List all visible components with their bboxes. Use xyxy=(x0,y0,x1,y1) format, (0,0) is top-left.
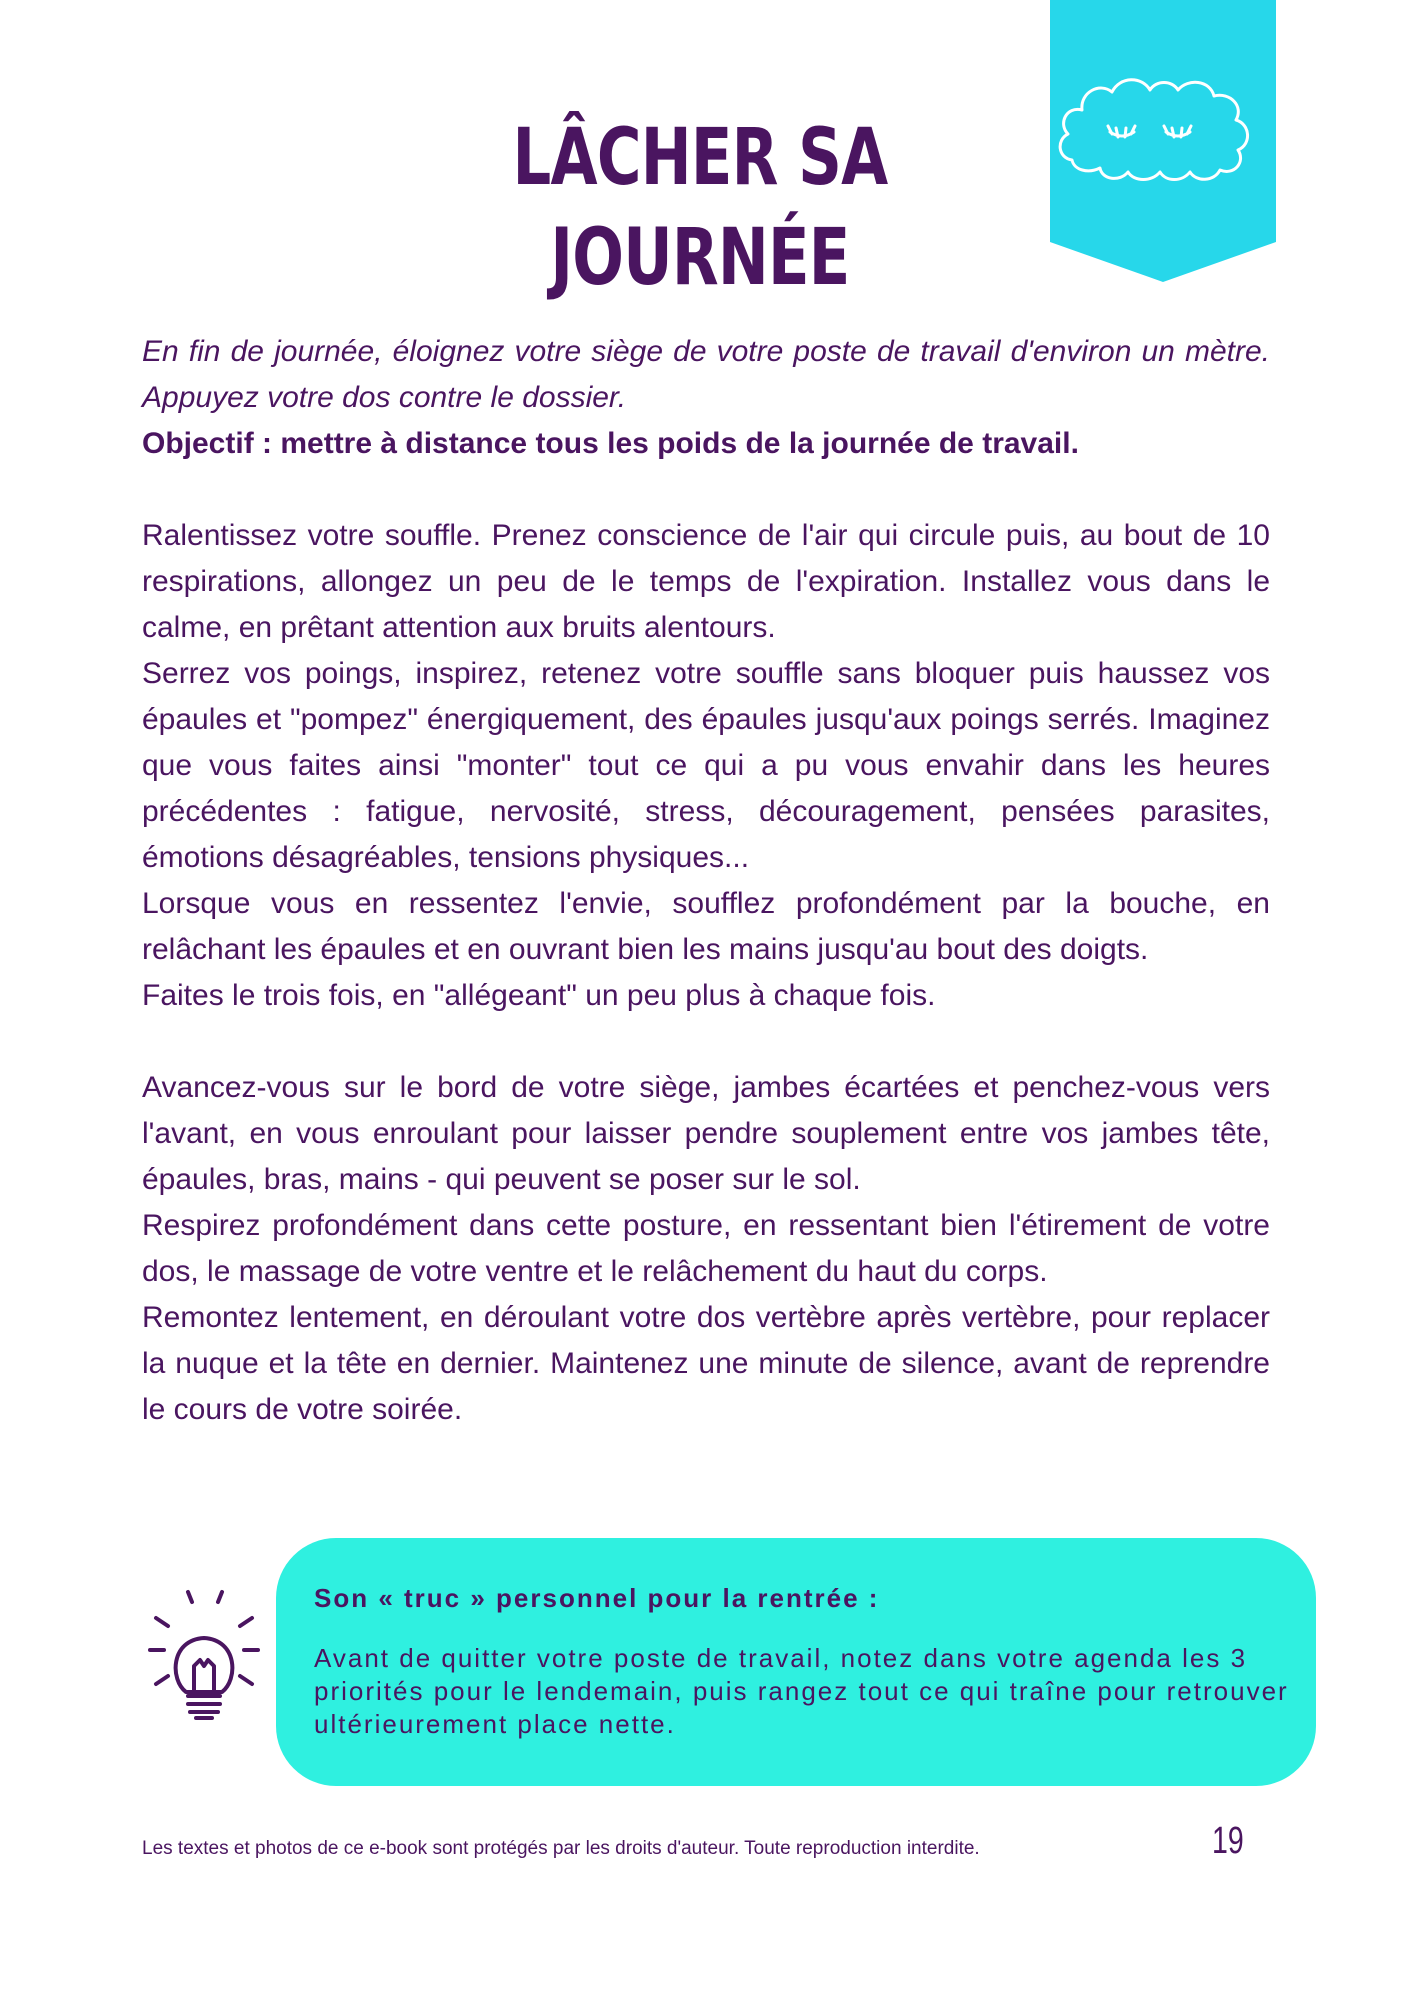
exhale-paragraph: Lorsque vous en ressentez l'envie, soufflez profondément par la bouche, en relâchant les épaules et en ouvrant bien les mains jusqu'au bout des doigts. xyxy=(142,887,1270,966)
body-text xyxy=(142,329,1270,1433)
page-title: LÂCHER SA JOURNÉE xyxy=(512,113,888,303)
paragraph-spacer xyxy=(142,467,1270,513)
tip-box xyxy=(276,1538,1316,1786)
copyright-notice: Les textes et photos de ce e-book sont protégés par les droits d'auteur. Toute reproduction interdite. xyxy=(142,1838,980,1859)
repeat-paragraph: Faites le trois fois, en "allégeant" un peu plus à chaque fois. xyxy=(142,979,936,1012)
paragraph-spacer xyxy=(142,1019,1270,1065)
lean-forward-paragraph: Avancez-vous sur le bord de votre siège, jambes écartées et penchez-vous vers l'avant, en vous enroulant pour laisser pendre souplement entre vos jambes tête, épaules, bras, mains - qui peuvent se poser sur le sol. xyxy=(142,1071,1270,1196)
objective-line: Objectif : mettre à distance tous les poids de la journée de travail. xyxy=(142,427,1079,460)
intro-paragraph: En fin de journée, éloignez votre siège de votre poste de travail d'environ un mètre. Appuyez votre dos contre le dossier. xyxy=(142,335,1270,414)
title-banner xyxy=(1050,0,1276,282)
tip-title: Son « truc » personnel pour la rentrée : xyxy=(314,1583,880,1613)
page-number: 19 xyxy=(1212,1820,1244,1862)
roll-up-paragraph: Remontez lentement, en déroulant votre dos vertèbre après vertèbre, pour replacer la nuque et la tête en dernier. Maintenez une minute de silence, avant de reprendre le cours de votre soirée. xyxy=(142,1301,1270,1426)
fists-paragraph: Serrez vos poings, inspirez, retenez votre souffle sans bloquer puis haussez vos épaules et "pompez" énergiquement, des épaules jusqu'aux poings serrés. Imaginez que vous faites ainsi "monter" tout ce qui a pu vous envahir dans les heures précédentes : fatigue, nervosité, stress, découragement, pensées parasites, émotions désagréables, tensions physiques... xyxy=(142,657,1270,874)
tip-text: Avant de quitter votre poste de travail, notez dans votre agenda les 3 priorités pour le lendemain, puis rangez tout ce qui traîne pour retrouver ultérieurement place nette. xyxy=(314,1643,1289,1739)
lightbulb-icon xyxy=(140,1586,260,1726)
posture-breathing-paragraph: Respirez profondément dans cette posture, en ressentant bien l'étirement de votre dos, le massage de votre ventre et le relâchement du haut du corps. xyxy=(142,1209,1270,1288)
breathing-paragraph: Ralentissez votre souffle. Prenez conscience de l'air qui circule puis, au bout de 10 respirations, allongez un peu de le temps de l'expiration. Installez vous dans le calme, en prêtant attention aux bruits alentours. xyxy=(142,519,1270,644)
